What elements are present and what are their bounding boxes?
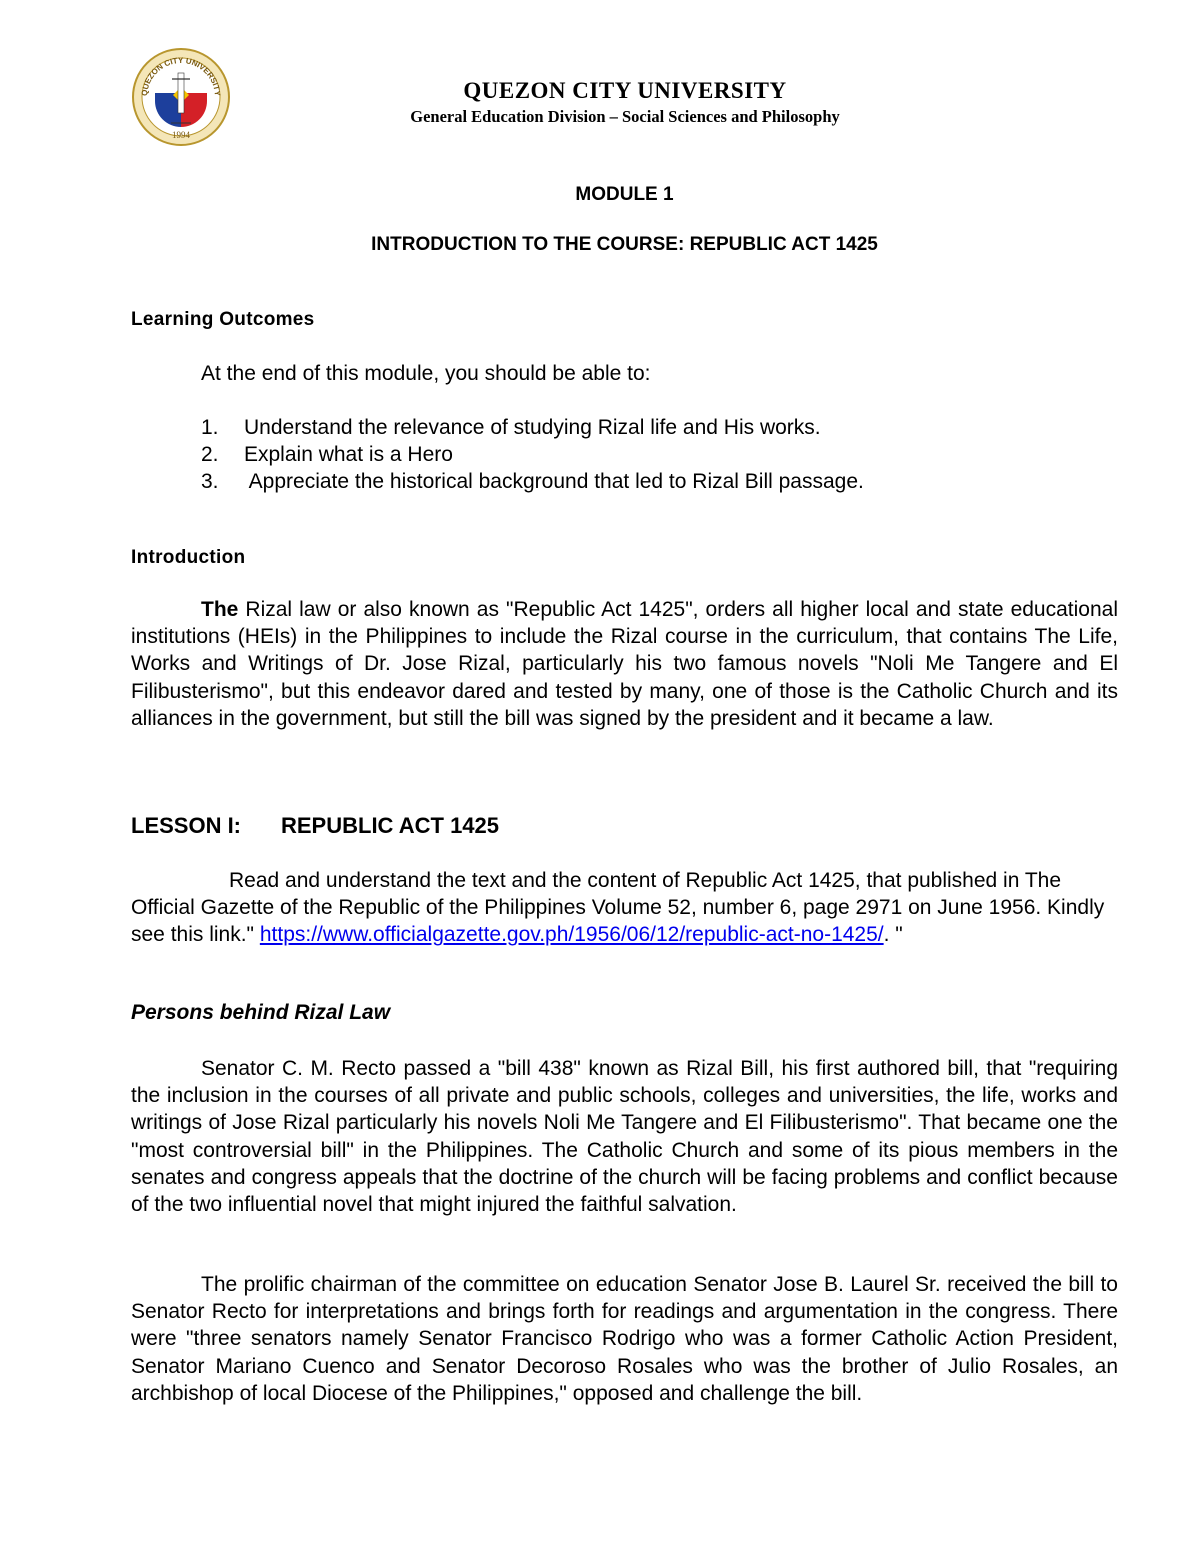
lesson-paragraph	[131, 867, 1118, 949]
lesson-title: REPUBLIC ACT 1425	[281, 813, 500, 838]
list-text: Appreciate the historical background that led to Rizal Bill passage.	[244, 470, 864, 493]
lesson-text: Read and understand the text and the content of Republic Act 1425, that published in The Official Gazette of the Republic of the Philippines Volume 52, number 6, page 2971 on June 1956. Kindly see this link."	[131, 869, 1105, 947]
list-text: Explain what is a Hero	[244, 443, 453, 466]
svg-text:QUEZON CITY UNIVERSITY: QUEZON CITY UNIVERSITY	[139, 55, 223, 97]
lesson-label: LESSON I:	[131, 813, 242, 838]
seal-year: 1994	[172, 130, 190, 140]
list-item	[201, 468, 1101, 495]
introduction-body: Rizal law or also known as "Republic Act 1425", orders all higher local and state educational institutions (HEIs) in the Philippines to include the Rizal course in the curriculum, that contains The Life, Works and Writings of Dr. Jose Rizal, particularly his two famous novels "Noli Me Tangere and El Filibusterismo", but this endeavor dared and tested by many, one of those is the Catholic Church and its alliances in the government, but still the bill was signed by the president and it became a law.	[131, 598, 1118, 730]
university-seal-logo	[131, 47, 231, 147]
persons-paragraph-1	[131, 1055, 1118, 1218]
outcomes-list	[201, 414, 1101, 495]
paragraph-text: The prolific chairman of the committee on education Senator Jose B. Laurel Sr. received the bill to Senator Recto for interpretations and brings forth for readings and argumentation in the congress. There were "three senators namely Senator Francisco Rodrigo who was a former Catholic Action President, Senator Mariano Cuenco and Senator Decoroso Rosales who was the brother of Julio Rosales, an archbishop of local Diocese of the Philippines," opposed and challenge the bill.	[131, 1273, 1118, 1405]
list-number: 1.	[201, 416, 219, 439]
module-number: MODULE 1	[575, 184, 674, 205]
module-title: INTRODUCTION TO THE COURSE: REPUBLIC ACT 1425	[371, 234, 878, 255]
list-item	[201, 414, 1101, 441]
list-text: Understand the relevance of studying Rizal life and His works.	[244, 416, 821, 439]
introduction-heading: Introduction	[131, 547, 246, 568]
division-name: General Education Division – Social Sciences and Philosophy	[410, 107, 840, 126]
list-item	[201, 441, 1101, 468]
list-number: 3.	[201, 470, 219, 493]
lesson-text-end: . "	[883, 923, 903, 947]
introduction-paragraph	[131, 596, 1118, 732]
persons-heading: Persons behind Rizal Law	[131, 1001, 391, 1024]
lead-bold-word: The	[201, 598, 239, 621]
learning-outcomes-heading: Learning Outcomes	[131, 309, 315, 330]
lesson-heading	[131, 813, 1118, 839]
persons-paragraph-2	[131, 1271, 1118, 1407]
letterhead	[330, 76, 920, 128]
learning-outcomes-lead: At the end of this module, you should be able to:	[201, 362, 651, 385]
gazette-link[interactable]: https://www.officialgazette.gov.ph/1956/06/12/republic-act-no-1425/	[259, 923, 884, 947]
university-name: QUEZON CITY UNIVERSITY	[463, 78, 787, 103]
list-number: 2.	[201, 443, 219, 466]
paragraph-text: Senator C. M. Recto passed a "bill 438" known as Rizal Bill, his first authored bill, that "requiring the inclusion in the courses of all private and public schools, colleges and universities, the life, works and writings of Jose Rizal particularly his novels Noli Me Tangere and El Filibusterismo". That became one the "most controversial bill" in the Philippines. The Catholic Church and some of its pious members in the senates and congress appeals that the doctrine of the church will be facing problems and conflict because of the two influential novel that might injured the faithful salvation.	[131, 1057, 1118, 1217]
